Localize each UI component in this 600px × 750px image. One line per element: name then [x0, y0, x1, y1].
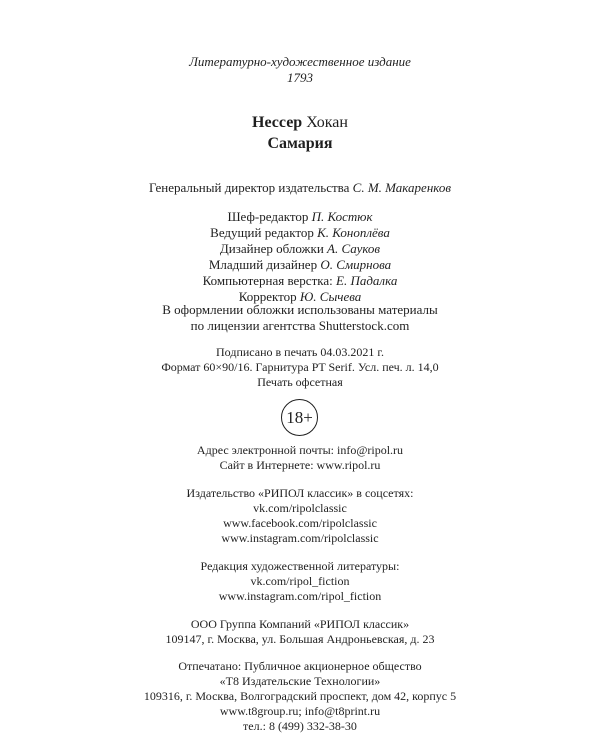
credit-name: П. Костюк	[311, 209, 373, 224]
print-format: Формат 60×90/16. Гарнитура PT Serif. Усл. печ. л. 14,0	[161, 360, 439, 374]
series-number: 1793	[287, 70, 313, 85]
junior-designer	[0, 258, 600, 271]
author	[0, 115, 600, 131]
credit-name: К. Коноплёва	[317, 225, 390, 240]
printer-line-2: «Т8 Издательские Технологии»	[219, 674, 381, 688]
company-address: 109147, г. Москва, ул. Большая Андроньевская, д. 23	[165, 632, 435, 646]
credit-label: Корректор	[238, 289, 297, 304]
social-heading: Издательство «РИПОЛ классик» в соцсетях:	[186, 486, 414, 500]
print-method: Печать офсетная	[257, 375, 343, 389]
credit-name: Е. Падалка	[336, 273, 398, 288]
printer-web: www.t8group.ru; info@t8print.ru	[219, 704, 381, 718]
layout-artist	[0, 274, 600, 287]
lead-editor	[0, 226, 600, 239]
social-link-facebook: www.facebook.com/ripolclassic	[223, 516, 377, 530]
print-signed: Подписано в печать 04.03.2021 г.	[216, 345, 384, 359]
company-name: ООО Группа Компаний «РИПОЛ классик»	[190, 617, 410, 631]
social-link-instagram: www.instagram.com/ripolclassic	[221, 531, 379, 545]
age-rating-badge: 18+	[281, 399, 318, 436]
contact-email: Адрес электронной почты: info@ripol.ru	[196, 443, 404, 457]
credit-label: Генеральный директор издательства	[148, 180, 350, 195]
printer-phone: тел.: 8 (499) 332-38-30	[243, 719, 357, 733]
author-first-name: Хокан	[306, 114, 348, 131]
credit-label: Дизайнер обложки	[219, 241, 324, 256]
credit-name: Ю. Сычева	[299, 289, 362, 304]
author-last-name: Нессер	[252, 114, 303, 131]
social-link-vk: vk.com/ripolclassic	[253, 501, 347, 515]
credit-name: О. Смирнова	[320, 257, 392, 272]
credit-label: Компьютерная верстка:	[202, 273, 333, 288]
credit-label: Шеф-редактор	[227, 209, 309, 224]
chief-editor	[0, 210, 600, 223]
license-line-2: по лицензии агентства Shutterstock.com	[190, 318, 410, 333]
credit-name: С. М. Макаренков	[352, 180, 452, 195]
license-line-1: В оформлении обложки использованы материалы	[162, 302, 438, 317]
credit-name: А. Сауков	[327, 241, 381, 256]
general-director	[0, 181, 600, 194]
credit-label: Ведущий редактор	[210, 225, 314, 240]
edition-type: Литературно-художественное издание	[189, 54, 411, 69]
book-title: Самария	[267, 135, 333, 152]
printer-address: 109316, г. Москва, Волгоградский проспект, дом 42, корпус 5	[143, 689, 457, 703]
fiction-link-vk: vk.com/ripol_fiction	[250, 574, 350, 588]
fiction-link-instagram: www.instagram.com/ripol_fiction	[218, 589, 382, 603]
credit-label: Младший дизайнер	[208, 257, 318, 272]
fiction-heading: Редакция художественной литературы:	[200, 559, 400, 573]
printer-line-1: Отпечатано: Публичное акционерное общество	[178, 659, 422, 673]
cover-designer	[0, 242, 600, 255]
contact-site: Сайт в Интернете: www.ripol.ru	[219, 458, 381, 472]
